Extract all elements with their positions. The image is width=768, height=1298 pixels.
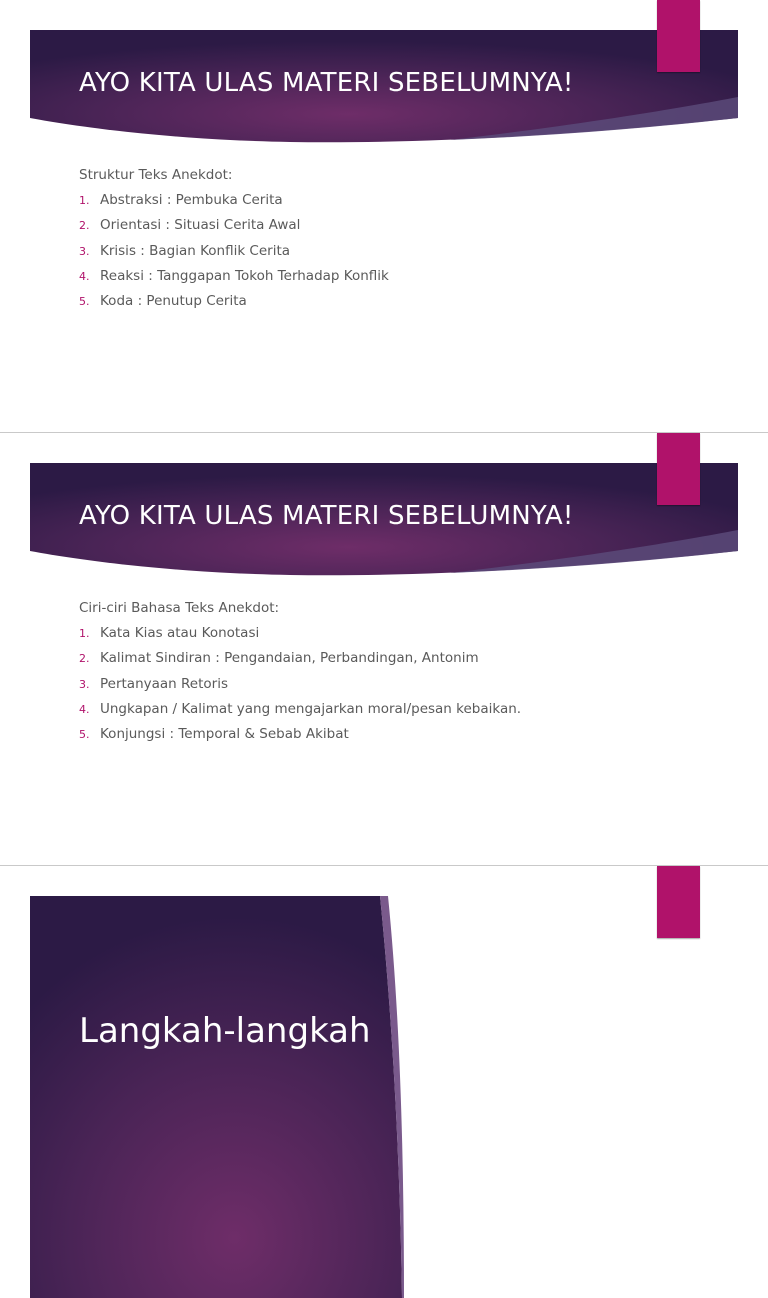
list-item [79, 267, 719, 292]
list-item [79, 242, 719, 267]
slide-title: AYO KITA ULAS MATERI SEBELUMNYA! [79, 68, 574, 98]
list-item-text: Kalimat Sindiran : Pengandaian, Perbandingan, Antonim [100, 650, 479, 667]
list-item-text: Orientasi : Situasi Cerita Awal [100, 217, 301, 234]
list-number: 1. [79, 194, 90, 207]
list-item-text: Konjungsi : Temporal & Sebab Akibat [100, 726, 349, 743]
accent-tab [657, 433, 700, 505]
list-item [79, 292, 719, 317]
list-number: 5. [79, 295, 90, 309]
list-number: 1. [79, 627, 90, 640]
list-item [79, 649, 719, 674]
list-item-text: Ungkapan / Kalimat yang mengajarkan moral/pesan kebaikan. [100, 700, 522, 717]
slide-title: AYO KITA ULAS MATERI SEBELUMNYA! [79, 501, 574, 531]
numbered-list [79, 624, 719, 750]
slide-2 [0, 433, 768, 865]
slide-content [79, 166, 719, 317]
list-item-text: Krisis : Bagian Konflik Cerita [100, 242, 291, 259]
list-item [79, 624, 719, 649]
slide-3 [0, 866, 768, 1298]
accent-tab [657, 866, 700, 938]
list-item-text: Pertanyaan Retoris [100, 675, 228, 692]
list-item [79, 725, 719, 750]
list-intro: Struktur Teks Anekdot: [79, 167, 233, 183]
accent-tab [657, 0, 700, 72]
list-item-text: Reaksi : Tanggapan Tokoh Terhadap Konflik [100, 267, 389, 284]
list-number: 4. [79, 702, 90, 716]
list-number: 2. [79, 219, 90, 233]
list-number: 5. [79, 728, 90, 742]
list-number: 3. [79, 244, 90, 258]
list-item [79, 216, 719, 241]
list-item-text: Koda : Penutup Cerita [100, 293, 247, 310]
list-item [79, 700, 719, 725]
section-title: Langkah-langkah [79, 1011, 371, 1051]
list-number: 2. [79, 652, 90, 666]
numbered-list [79, 191, 719, 317]
list-number: 4. [79, 269, 90, 283]
list-item [79, 191, 719, 216]
slide-content [79, 599, 719, 750]
list-item-text: Kata Kias atau Konotasi [100, 625, 260, 641]
slide-1 [0, 0, 768, 432]
list-item [79, 675, 719, 700]
list-intro: Ciri-ciri Bahasa Teks Anekdot: [79, 600, 280, 616]
list-item-text: Abstraksi : Pembuka Cerita [100, 192, 283, 208]
section-banner [30, 896, 404, 1298]
list-number: 3. [79, 677, 90, 691]
